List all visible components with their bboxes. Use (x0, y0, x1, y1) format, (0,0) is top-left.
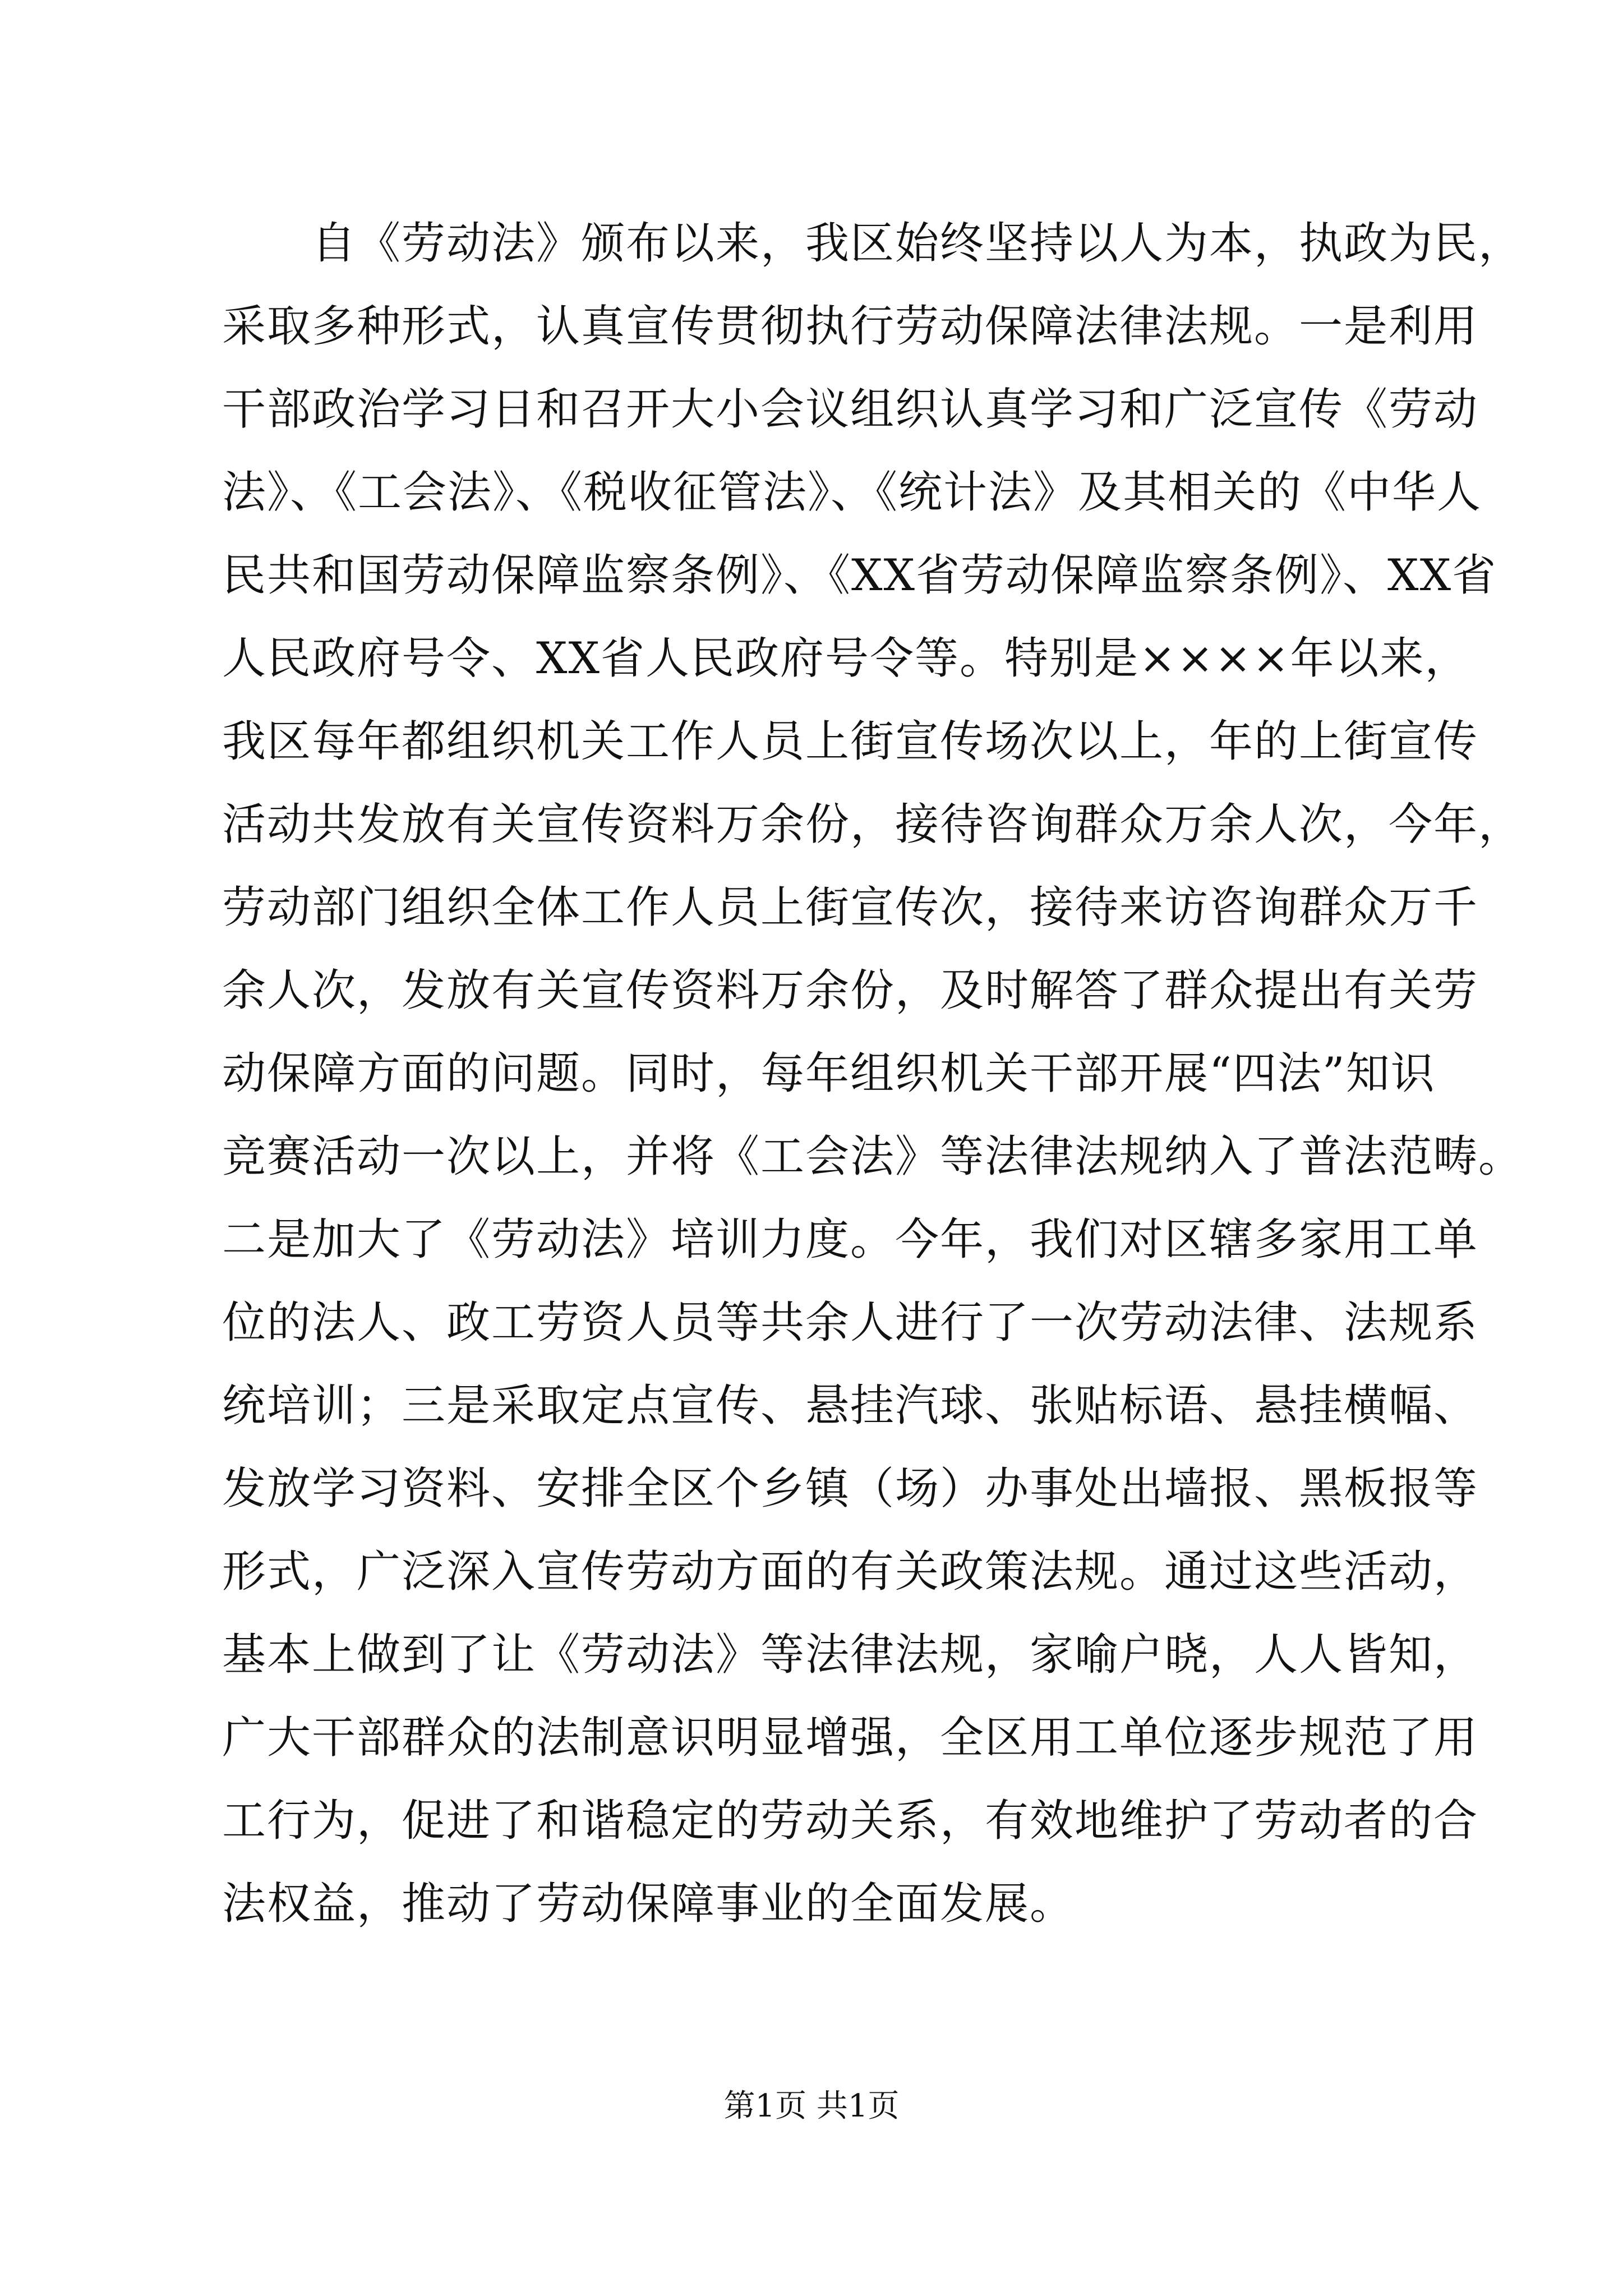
paragraph-line: 民共和国劳动保障监察条例》、《XX省劳动保障监察条例》、XX省 (222, 550, 1497, 601)
paragraph-line: 竞赛活动一次以上，并将《工会法》等法律法规纳入了普法范畴。 (222, 1131, 1524, 1182)
paragraph-line: 广大干部群众的法制意识明显增强，全区用工单位逐步规范了用 (222, 1713, 1479, 1763)
paragraph-line: 法》、《工会法》、《税收征管法》、《统计法》及其相关的《中华人 (222, 467, 1482, 518)
paragraph-line: 发放学习资料、安排全区个乡镇（场）办事处出墙报、黑板报等 (222, 1464, 1479, 1514)
paragraph-line: 位的法人、政工劳资人员等共余人进行了一次劳动法律、法规系 (222, 1297, 1479, 1348)
paragraph-line: 二是加大了《劳动法》培训力度。今年，我们对区辖多家用工单 (222, 1214, 1479, 1265)
body-paragraph (222, 202, 1524, 1945)
paragraph-line: 采取多种形式，认真宣传贯彻执行劳动保障法律法规。一是利用 (222, 301, 1479, 352)
paragraph-line: 自《劳动法》颁布以来，我区始终坚持以人为本，执政为民， (312, 218, 1524, 269)
paragraph-line: 活动共发放有关宣传资料万余份，接待咨询群众万余人次，今年， (222, 799, 1524, 850)
paragraph-line: 基本上做到了让《劳动法》等法律法规，家喻户晓，人人皆知， (222, 1630, 1479, 1680)
paragraph-line: 形式，广泛深入宣传劳动方面的有关政策法规。通过这些活动， (222, 1547, 1479, 1597)
paragraph-line: 我区每年都组织机关工作人员上街宣传场次以上，年的上街宣传 (222, 716, 1479, 767)
paragraph-line: 干部政治学习日和召开大小会议组织认真学习和广泛宣传《劳动 (222, 384, 1479, 435)
paragraph-line: 工行为，促进了和谐稳定的劳动关系，有效地维护了劳动者的合 (222, 1796, 1479, 1846)
page-number-footer: 第1页 共1页 (723, 2088, 900, 2124)
paragraph-line: 统培训；三是采取定点宣传、悬挂汽球、张贴标语、悬挂横幅、 (222, 1381, 1479, 1431)
paragraph-line: 余人次，发放有关宣传资料万余份，及时解答了群众提出有关劳 (222, 965, 1479, 1016)
paragraph-line: 法权益，推动了劳动保障事业的全面发展。 (222, 1879, 1075, 1929)
paragraph-line: 动保障方面的问题。同时，每年组织机关干部开展“四法”知识 (222, 1048, 1436, 1099)
paragraph-line: 劳动部门组织全体工作人员上街宣传次，接待来访咨询群众万千 (222, 882, 1479, 933)
paragraph-line: 人民政府号令、XX省人民政府号令等。特别是××××年以来， (222, 633, 1470, 684)
